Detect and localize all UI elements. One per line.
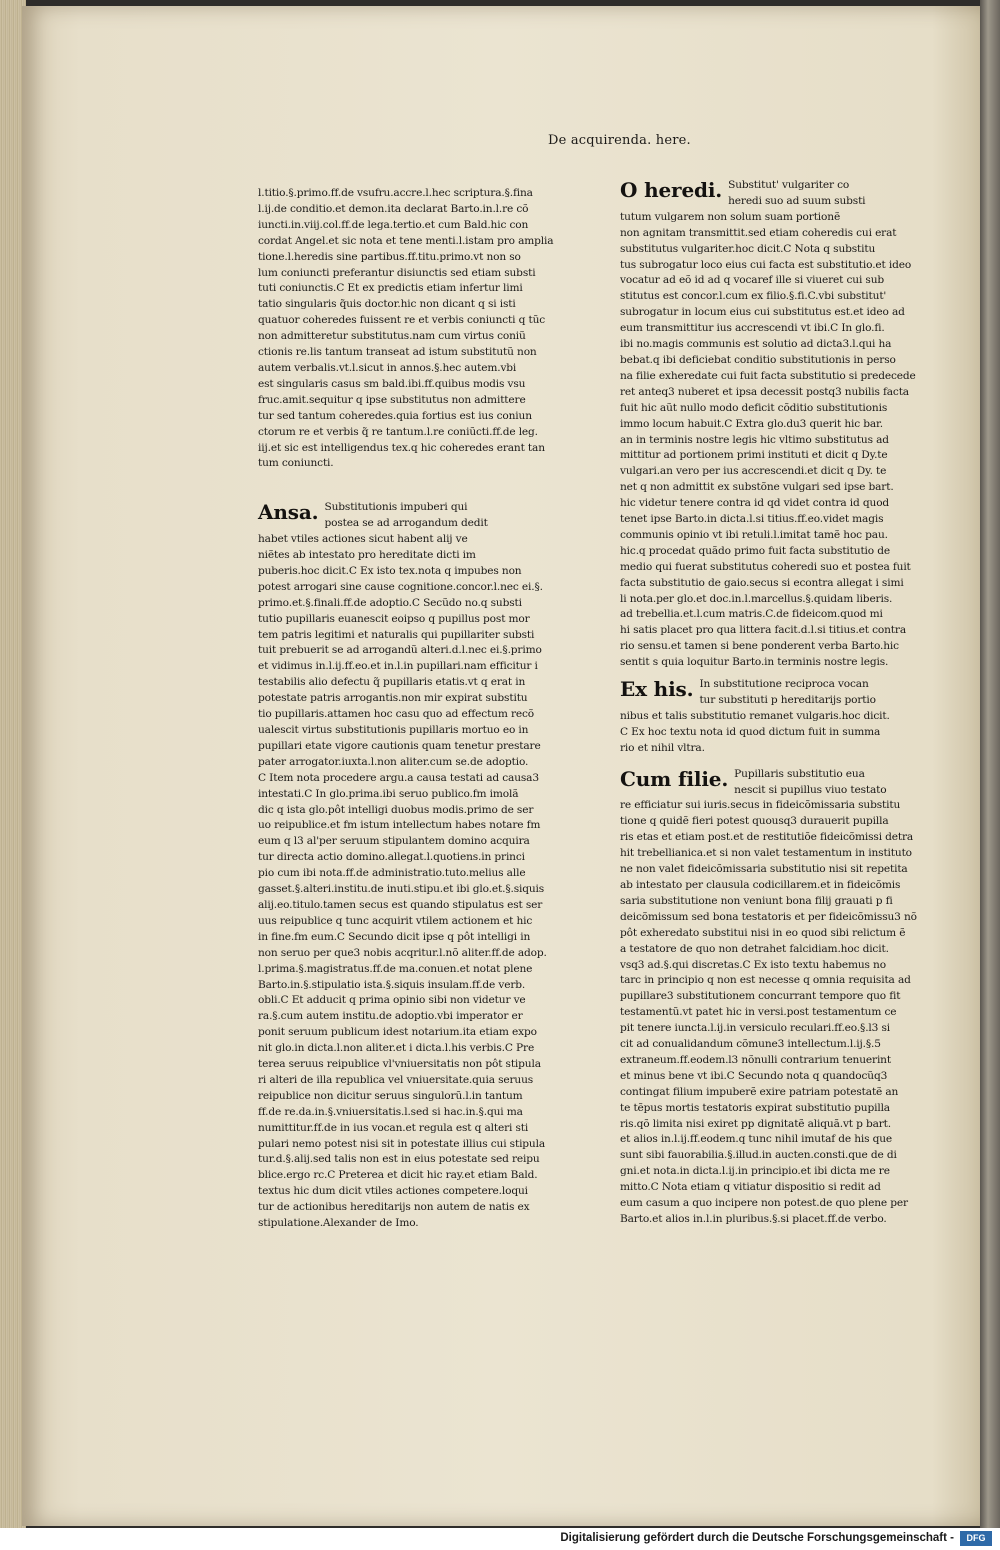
text-line: ctorum re et verbis q̃ re tantum.l.re coniũcti.ff.de leg. [258,425,538,438]
text-line: potestate patris arrogantis.non mir expirat substitu [258,692,528,705]
lemma-ansa: Ansa. [258,500,319,525]
text-line: nibus et talis substitutio remanet vulgaris.hoc dicit. [620,709,890,722]
running-head: De acquirenda. here. [548,133,691,148]
text-line: eum casum a quo incipere non potest.de quo plene per [620,1197,908,1210]
text-line: non admitteretur substitutus.nam cum virtus coniũ [258,330,526,343]
text-line: deicõmissum sed bona testatoris et per fideicõmissu3 nõ [620,910,917,923]
text-line: puberis.hoc dicit.C Ex isto tex.nota q impubes non [258,564,522,577]
text-line: et vidimus in.l.ij.ff.eo.et in.l.in pupillari.nam efficitur i [258,660,538,673]
text-line: communis opinio vt ibi retuli.l.imitat tamẽ hoc pau. [620,528,888,541]
lemma-ex-his: Ex his. [620,677,694,702]
text-line: a testatore de quo non detrahet falcidiam.hoc dicit. [620,942,889,955]
footer-bar [0,1528,1000,1550]
text-line: in fine.fm eum.C Secundo dicit ipse q pôt intelligi in [258,930,531,943]
text-line: potest arrogari sine cause cognitione.concor.l.nec ei.§. [258,580,543,593]
text-line: sentit s quia loquitur Barto.in terminis nostre legis. [620,656,889,669]
text-line: reipublice non dicitur seruus singulorũ.l.in tantum [258,1089,523,1102]
text-line: tenet ipse Barto.in dicta.l.si titius.ff.eo.videt magis [620,513,884,526]
text-line: cit ad conualidandum cõmune3 intellectum.l.ij.§.5 [620,1038,881,1051]
text-line: ualescit virtus substitutionis pupillaris mortuo eo in [258,724,529,736]
text-line: In substitutione reciproca vocan [699,678,869,691]
text-line: extraneum.ff.eodem.l3 nõnulli contrarium tenuerint [620,1053,891,1066]
text-line: pupillare3 substitutionem concurrant tempore quo fit [620,990,901,1003]
text-line: obli.C Et adducit q prima opinio sibi non videtur ve [258,994,526,1007]
text-line: tur directa actio domino.allegat.l.quotiens.in princi [258,851,525,864]
text-line: et minus bene vt ibi.C Secundo nota q quandocũq3 [620,1069,888,1082]
text-line: numittitur.ff.de in ius vocan.et regula est q alteri sti [258,1121,529,1134]
text-line: vulgari.an vero per ius accrescendi.et dicit q Dy. te [620,465,887,478]
text-line: li nota.per glo.et doc.in.l.marcellus.§.quidam liberis. [620,592,893,605]
text-line: ctionis re.lis tantum transeat ad istum substitutũ non [258,346,537,359]
text-line: tus subrogatur loco eius cui facta est substitutio.et ideo [620,258,912,271]
text-line: postea se ad arrogandum dedit [324,517,488,530]
text-line: saria substitutione non veniunt bona filij grauati p fi [620,894,893,907]
text-line: substitutus vulgariter.hoc dicit.C Nota q substitu [620,242,876,255]
text-line: tarc in principio q non est necesse q omnia requisita ad [620,974,911,987]
text-line: sunt sibi fauorabilia.§.illud.in aucten.consti.que de di [620,1149,897,1162]
text-line: rio sensu.et tamen si bene ponderent verba Barto.hic [620,640,899,653]
text-line: ra.§.cum autem institu.de adoptio.vbi imperator er [258,1010,523,1023]
text-line: eum q l3 al'per seruum stipulantem domino acquira [258,835,530,848]
text-line: cordat Angel.et sic nota et tene menti.l.istam pro amplia [258,234,554,247]
text-line: facta substitutio de gaio.secus si econtra allegat i simi [620,576,904,589]
text-line: uus reipublice q tunc acquirit vtilem actionem et hic [258,914,533,927]
text-line: vocatur ad eõ id ad q vocaref ille si viueret cui sub [620,274,885,287]
dfg-logo: DFG [960,1531,992,1546]
text-line: rio et nihil vltra. [620,741,705,754]
text-line: terea seruus reipublice vl'vniuersitatis non pôt stipula [258,1058,541,1071]
text-line: tione q quidẽ fieri potest quousq3 durauerit pupilla [620,815,889,828]
right-block-3 [620,767,956,1228]
text-line: tuti coniunctis.C Et ex predictis etiam infertur limi [258,282,523,295]
text-line: tur de actionibus hereditarijs non autem de natis ex [258,1201,530,1214]
text-line: C Item nota procedere argu.a causa testati ad causa3 [258,771,539,784]
text-line: an in terminis nostre legis hic vltimo substitutus ad [620,433,889,446]
text-line: immo locum habuit.C Extra glo.du3 querit hic bar. [620,417,884,430]
text-line: autem verbalis.vt.l.sicut in annos.§.hec autem.vbi [258,361,517,374]
right-block-2 [620,677,956,757]
text-line: tem patris legitimi et naturalis qui pupillariter substi [258,628,535,641]
text-line: ff.de re.da.in.§.vniuersitatis.l.sed si hac.in.§.qui ma [258,1105,523,1118]
text-line: stitutus est concor.l.cum ex filio.§.fi.C.vbi substitut' [620,290,887,303]
right-block-1 [620,178,956,671]
text-line: l.prima.§.magistratus.ff.de ma.conuen.et notat plene [258,962,533,975]
text-line: te tẽpus mortis testatoris expirat substitutio pupilla [620,1101,890,1114]
text-line: vsq3 ad.§.qui discretas.C Ex isto textu habemus no [620,958,886,971]
text-line: eum transmittitur ius accrescendi vt ibi.C In glo.fi. [620,322,885,335]
text-line: Barto.et alios in.l.in pluribus.§.si placet.ff.de verbo. [620,1213,887,1225]
text-line: pit tenere iuncta.l.ij.in versiculo reculari.ff.eo.§.l3 si [620,1022,890,1035]
text-line: na filie exheredate cui fuit facta substitutio si predecede [620,369,916,382]
text-line: Substitutionis impuberi qui [324,501,468,514]
text-line: tum coniuncti. [258,457,334,470]
text-line: ponit seruum publicum idest notarium.ita etiam expo [258,1026,537,1039]
text-line: alij.eo.titulo.tamen secus est quando stipulatus est ser [258,898,543,911]
text-line: ri alteri de illa republica vel vniuersitate.quia seruus [258,1073,534,1086]
text-line: blice.ergo rc.C Preterea et dicit hic ray.et etiam Bald. [258,1169,538,1182]
text-line: tur.d.§.alij.sed talis non est in eius potestate sed reipu [258,1153,540,1166]
text-line: textus hic dum dicit vtiles actiones competere.loqui [258,1185,528,1198]
right-column [620,178,956,1228]
text-line: iuncti.in.viij.col.ff.de lega.tertio.et cum Bald.hic con [258,218,529,231]
text-line: ris etas et etiam post.et de restitutiõe fideicõmissi detra [620,831,914,844]
text-line: pio cum ibi nota.ff.de administratio.tuto.melius alle [258,867,526,880]
left-block-1 [258,186,580,472]
text-line: nescit si pupillus viuo testato [734,783,887,796]
text-line: ad trebellia.et.l.cum matris.C.de fideicom.quod mi [620,608,883,621]
text-line: hic.q procedat quãdo primo fuit facta substitutio de [620,544,890,557]
text-line: stipulatione.Alexander de Imo. [258,1217,419,1230]
text-line: tuit prebuerit se ad arrogandũ alteri.d.l.nec ei.§.primo [258,644,542,657]
text-line: ab intestato per clausula codicillarem.et in fideicõmis [620,878,901,891]
funding-notice: Digitalisierung gefördert durch die Deutsche Forschungsgemeinschaft - [560,1532,954,1544]
text-line: tione.l.heredis sine partibus.ff.titu.primo.vt non so [258,250,521,263]
text-line: fuit hic aũt nullo modo deficit cõditio substitutionis [620,401,888,414]
text-line: ne non valet fideicõmissaria substitutio nisi sit repetita [620,863,908,876]
text-line: hic videtur tenere contra id qd videt contra id quod [620,497,890,510]
text-line: mittitur ad portionem primi instituti et dicit q Dy.te [620,449,888,462]
text-line: l.titio.§.primo.ff.de vsufru.accre.l.hec scriptura.§.fina [258,187,533,199]
text-line: non agnitam transmittit.sed etiam coheredis cui erat [620,226,897,239]
text-line: tio pupillaris.attamen hoc casu quo ad effectum recõ [258,708,535,721]
text-line: lum coniuncti preferantur disiunctis sed etiam substi [258,266,536,279]
text-line: hit trebellianica.et si non valet testamentum in instituto [620,847,912,860]
text-line: dic q ista glo.pôt intelligi duobus modis.primo de ser [258,803,534,816]
text-line: heredi suo ad suum substi [728,194,866,207]
text-line: quatuor coheredes fuissent re et verbis coniuncti q tũc [258,314,546,327]
text-line: subrogatur in locum eius cui substitutus est.et ideo ad [620,306,905,319]
text-line: pôt exheredato substitui nisi in eo quod sibi relictum ẽ [620,926,906,939]
text-line: medio qui fuerat substitutus coheredi suo et postea fuit [620,560,911,573]
text-line: C Ex hoc textu nota id quod dictum fuit in summa [620,725,881,738]
text-line: Pupillaris substitutio eua [734,767,865,780]
text-line: l.ij.de conditio.et demon.ita declarat Barto.in.l.re cõ [258,202,529,215]
text-line: pulari nemo potest nisi sit in potestate illius cui stipula [258,1137,546,1150]
text-line: et alios in.l.ij.ff.eodem.q tunc nihil imutaf de his que [620,1133,893,1146]
text-line: iij.et sic est intelligendus tex.q hic coheredes erant tan [258,441,545,454]
lemma-cum-filie: Cum filie. [620,766,729,791]
text-line: bebat.q ibi deficiebat conditio substitutionis in perso [620,353,896,366]
text-line: re efficiatur sui iuris.secus in fideicõmissaria substitu [620,799,901,812]
text-line: Barto.in.§.stipulatio ista.§.siquis insulam.ff.de verb. [258,978,526,991]
text-line: tatio singularis q̃uis doctor.hic non dicant q si isti [258,298,516,311]
text-line: nit glo.in dicta.l.non aliter.et i dicta.l.his verbis.C Pre [258,1042,535,1055]
text-line: testamentũ.vt patet hic in versi.post testamentum ce [620,1006,897,1019]
facing-page-edge [980,0,1000,1528]
text-line: hi satis placet pro qua littera facit.d.l.si titius.et contra [620,624,906,637]
text-line: intestati.C In glo.prima.ibi seruo publico.fm imolã [258,787,519,800]
text-line: tutio pupillaris euanescit eoipso q pupillus post mor [258,612,530,625]
text-line: contingat filium impuberẽ exire patriam potestatẽ an [620,1085,899,1098]
text-line: niẽtes ab intestato pro hereditate dicti im [258,549,476,562]
text-line: pupillari etate vigore cautionis quam tenetur prestare [258,739,541,752]
text-line: net q non admittit ex substõne vulgari sed ipse bart. [620,481,894,494]
text-line: ris.qõ limita nisi exiret pp dignitatẽ aliquã.vt p bart. [620,1117,892,1130]
text-line: est singularis casus sm bald.ibi.ff.quibus modis vsu [258,377,526,390]
text-line: non seruo per que3 nobis acqritur.l.nõ aliter.ff.de adop. [258,946,547,959]
text-line: gasset.§.alteri.institu.de inuti.stipu.et ibi glo.et.§.siquis [258,883,545,896]
text-line: uo reipublice.et fm istum intellectum habes notare fm [258,819,541,832]
text-line: tutum vulgarem non solum suam portionẽ [620,210,841,223]
text-line: Substitut' vulgariter co [728,179,850,191]
text-line: pater arrogator.iuxta.l.non aliter.cum se.de adoptio. [258,755,529,768]
text-line: tur sed tantum coheredes.quia fortius est ius coniun [258,409,532,422]
text-line: primo.et.§.finali.ff.de adoptio.C Secũdo no.q substi [258,596,522,609]
lemma-o-heredi: O heredi. [620,178,723,202]
text-line: ret anteq3 nuberet et ipsa decessit postq3 nubilis facta [620,385,909,398]
text-line: ibi no.magis communis est solutio ad dicta3.l.qui ha [620,338,892,351]
text-line: tur substituti p hereditarijs portio [699,694,876,706]
text-line: gni.et nota.in dicta.l.ij.in principio.et ibi dicta me re [620,1165,890,1178]
left-column [258,186,580,1232]
text-line: mitto.C Nota etiam q vitiatur dispositio si redit ad [620,1181,881,1194]
text-line: testabilis alio defectu q̃ pupillaris etatis.vt q erat in [258,676,526,689]
left-block-2 [258,500,580,1232]
text-line: fruc.amit.sequitur q ipse substitutus non admittere [258,393,526,406]
text-line: habet vtiles actiones sicut habent alij ve [258,533,468,546]
